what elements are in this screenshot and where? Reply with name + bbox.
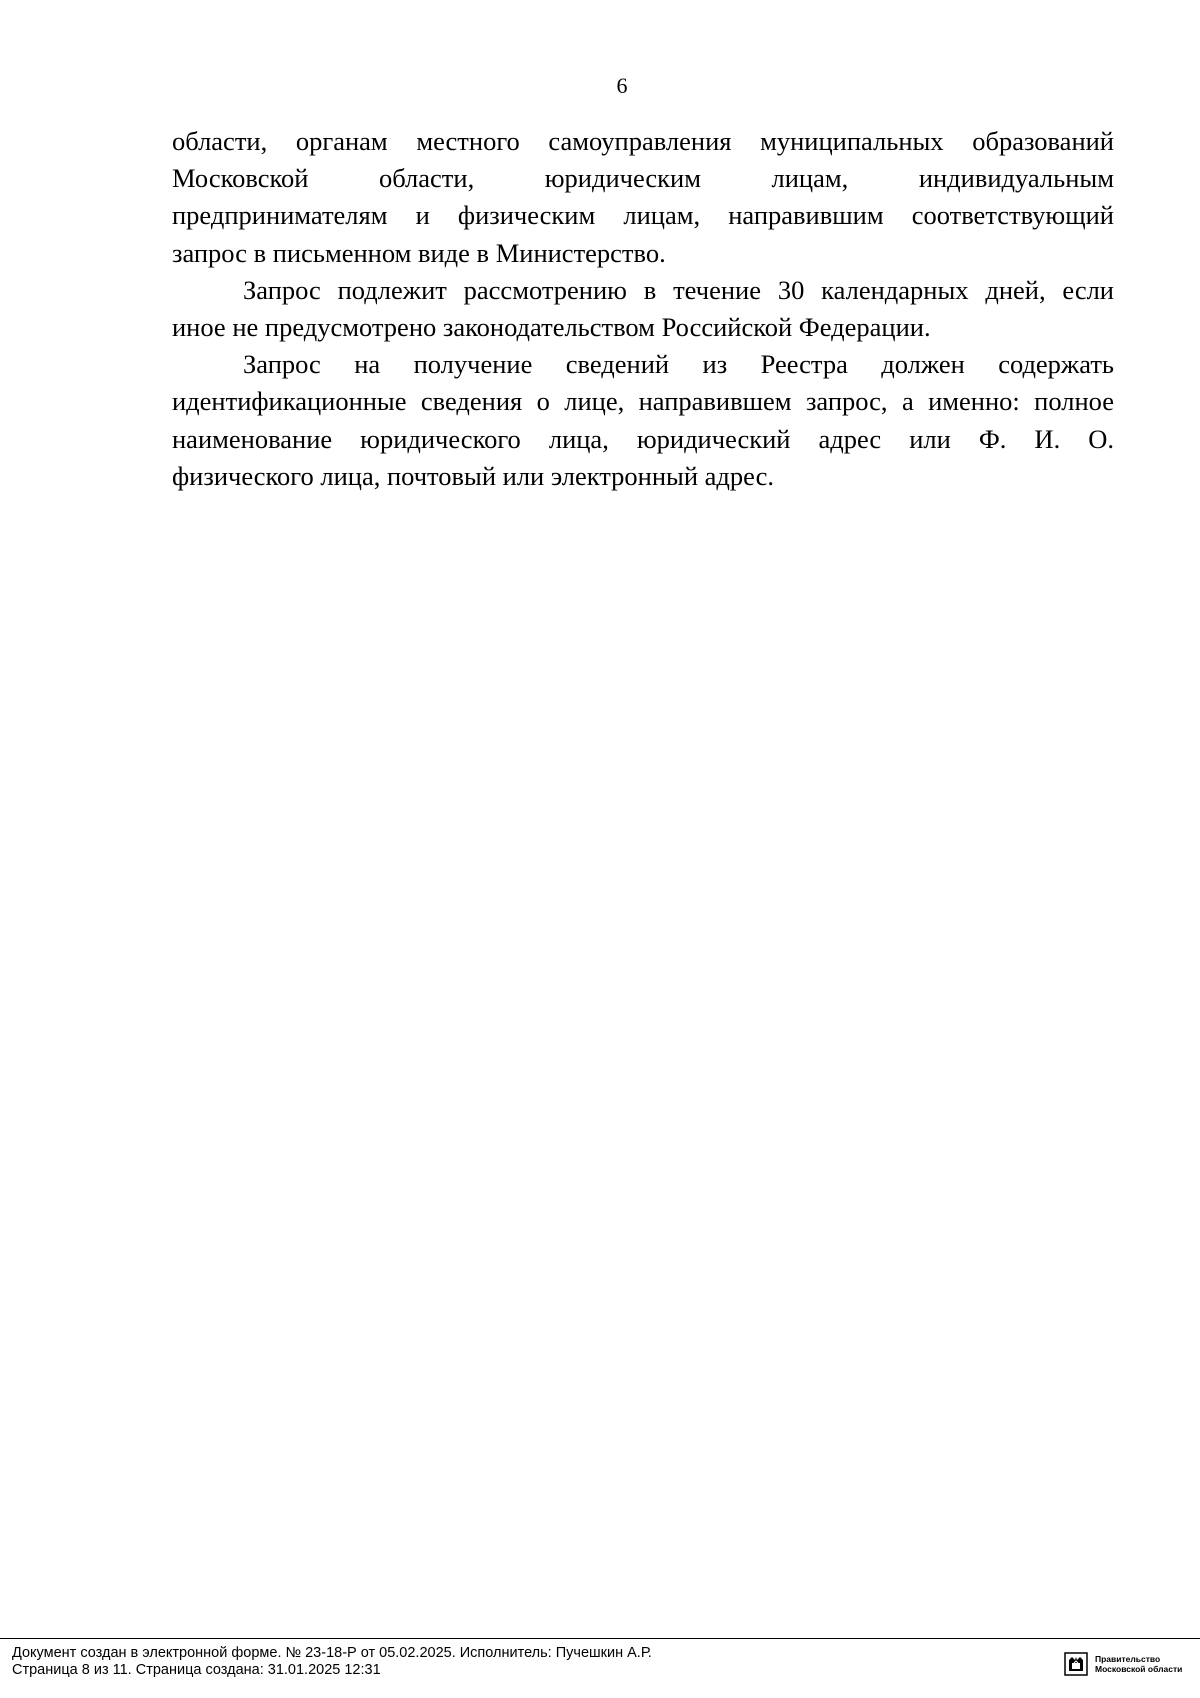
paragraph-3-line: физического лица, почтовый или электронный адрес. (172, 460, 774, 491)
footer-page-line: Страница 8 из 11. Страница создана: 31.01.2025 12:31 (12, 1661, 381, 1678)
coat-of-arms-icon (1063, 1651, 1089, 1677)
footer-metadata (12, 1645, 652, 1678)
page-number: 6 (616, 73, 628, 98)
paragraph-2 (172, 272, 1114, 346)
logo-caption (1095, 1654, 1182, 1674)
paragraph-1 (172, 123, 1114, 272)
paragraph-3-line: Запрос на получение сведений из Реестра должен содержать (243, 349, 1114, 380)
logo-caption-line: Московской области (1095, 1664, 1183, 1674)
paragraph-3-line: наименование юридического лица, юридический адрес или Ф. И. О. (172, 423, 1114, 454)
logo-caption-line: Правительство (1095, 1654, 1161, 1664)
paragraph-1-line: Московской области, юридическим лицам, индивидуальным (172, 163, 1114, 194)
paragraph-1-line: предпринимателям и физическим лицам, направившим соответствующий (172, 200, 1114, 231)
paragraph-1-line: запрос в письменном виде в Министерство. (172, 237, 666, 268)
footer-document-line: Документ создан в электронной форме. № 23-18-Р от 05.02.2025. Исполнитель: Пучешкин А.Р. (12, 1645, 652, 1661)
paragraph-2-line: Запрос подлежит рассмотрению в течение 30 календарных дней, если (243, 274, 1114, 305)
paragraph-3-line: идентификационные сведения о лице, направившем запрос, а именно: полное (172, 386, 1114, 417)
paragraph-2-line: иное не предусмотрено законодательством Российской Федерации. (172, 312, 931, 343)
document-body (172, 123, 1114, 495)
government-logo (1063, 1651, 1182, 1677)
paragraph-3 (172, 346, 1114, 495)
paragraph-1-line: области, органам местного самоуправления муниципальных образований (172, 126, 1114, 156)
footer-divider (0, 1638, 1200, 1639)
